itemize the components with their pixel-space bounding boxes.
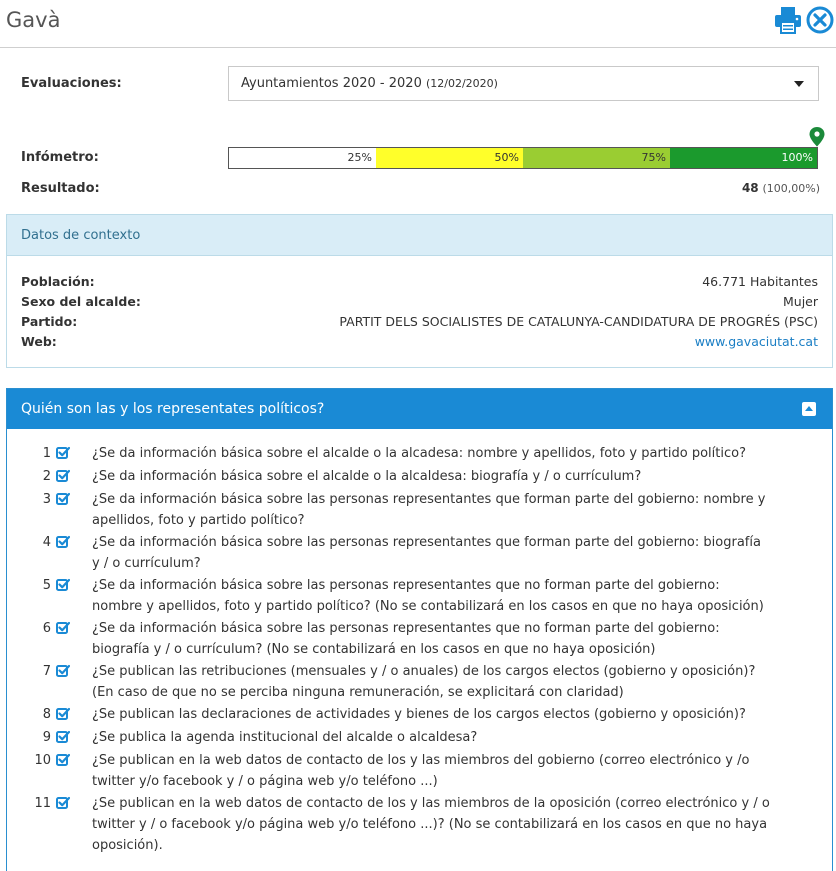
item-text: ¿Se publican en la web datos de contacto de los y las miembros de la oposición (correo electrónico y / o twitter y / o facebook y/o página web y/o teléfono ...)? (No se contabilizará en los casos en que no haya oposición). <box>92 796 770 853</box>
infometro-label: Infómetro: <box>21 150 99 165</box>
item-text: ¿Se da información básica sobre las personas representantes que forman parte del gobierno: nombre y apellidos, foto y partido político? <box>92 492 766 528</box>
map-pin-icon <box>809 127 825 147</box>
infometro-bar <box>228 147 818 169</box>
context-row-poblacion <box>21 274 818 294</box>
infometro-segment-25: 25% <box>229 148 376 168</box>
context-key: Población: <box>21 274 95 289</box>
item-text: ¿Se publican las retribuciones (mensuales y / o anuales) de los cargos electos (gobierno y oposición)? (En caso de que no se perciba ninguna remuneración, se explicitará con claridad) <box>92 664 756 700</box>
web-link[interactable]: www.gavaciutat.cat <box>694 334 818 349</box>
item-number: 9 <box>42 730 51 745</box>
checkbox-checked-icon <box>56 664 70 678</box>
questions-panel-title: Quién son las y los representates políticos? <box>21 401 325 417</box>
resultado-percent: (100,00%) <box>762 182 820 195</box>
checkbox-checked-icon <box>56 535 70 549</box>
context-value: Mujer <box>782 294 818 309</box>
context-key: Sexo del alcalde: <box>21 294 141 309</box>
item-text: ¿Se publican en la web datos de contacto de los y las miembros del gobierno (correo electrónico y /o twitter y/o facebook y / o página web y/o teléfono ...) <box>92 753 750 789</box>
close-circle-icon <box>806 6 834 34</box>
questions-panel-header <box>7 389 832 429</box>
context-row-sexo <box>21 294 818 314</box>
item-number: 8 <box>42 707 51 722</box>
item-text: ¿Se da información básica sobre el alcalde o la alcadesa: nombre y apellidos, foto y partido político? <box>92 446 746 461</box>
print-button[interactable] <box>773 6 803 34</box>
context-key: Partido: <box>21 314 78 329</box>
context-row-web <box>21 334 818 354</box>
item-number: 6 <box>42 621 51 636</box>
resultado-label: Resultado: <box>21 181 100 196</box>
checkbox-checked-icon <box>56 469 70 483</box>
context-key: Web: <box>21 334 57 349</box>
chevron-up-icon[interactable] <box>802 402 816 416</box>
resultado-score: 48 <box>741 181 759 195</box>
chevron-down-icon <box>794 81 804 87</box>
item-text: ¿Se publica la agenda institucional del alcalde o alcaldesa? <box>92 730 478 745</box>
item-text: ¿Se publican las declaraciones de actividades y bienes de los cargos electos (gobierno y oposición)? <box>92 707 746 722</box>
context-panel <box>6 214 833 368</box>
context-value: PARTIT DELS SOCIALISTES DE CATALUNYA-CANDIDATURA DE PROGRÉS (PSC) <box>339 314 818 329</box>
page-title: Gavà <box>6 8 61 32</box>
evaluaciones-select[interactable] <box>228 66 819 101</box>
item-number: 4 <box>42 535 51 550</box>
evaluaciones-label: Evaluaciones: <box>21 76 122 91</box>
context-value: 46.771 Habitantes <box>702 274 818 289</box>
checkbox-checked-icon <box>56 707 70 721</box>
infometro-segment-50: 50% <box>376 148 523 168</box>
printer-icon <box>773 6 803 34</box>
checkbox-checked-icon <box>56 446 70 460</box>
questions-panel <box>6 388 833 871</box>
header-bar <box>0 0 836 48</box>
item-number: 5 <box>42 578 51 593</box>
checkbox-checked-icon <box>56 796 70 810</box>
infometro-segment-75: 75% <box>523 148 670 168</box>
item-text: ¿Se da información básica sobre las personas representantes que no forman parte del gobierno: biografía y / o currículum? (No se contabilizará en los casos en que no haya oposición) <box>92 621 720 657</box>
context-panel-title: Datos de contexto <box>7 215 832 256</box>
checkbox-checked-icon <box>56 492 70 506</box>
checkbox-checked-icon <box>56 753 70 767</box>
item-number: 10 <box>34 753 51 768</box>
item-number: 1 <box>42 446 51 461</box>
infometro-segment-100: 100% <box>670 148 817 168</box>
item-number: 7 <box>42 664 51 679</box>
resultado-value <box>742 181 820 195</box>
item-text: ¿Se da información básica sobre el alcalde o la alcaldesa: biografía y / o currículum? <box>92 469 642 484</box>
checkbox-checked-icon <box>56 621 70 635</box>
item-text: ¿Se da información básica sobre las personas representantes que forman parte del gobierno: biografía y / o currículum? <box>92 535 761 571</box>
checkbox-checked-icon <box>56 578 70 592</box>
item-number: 3 <box>42 492 51 507</box>
item-number: 11 <box>34 796 51 811</box>
evaluaciones-selected: Ayuntamientos 2020 - 2020 (12/02/2020) <box>241 76 498 91</box>
item-text: ¿Se da información básica sobre las personas representantes que no forman parte del gobierno: nombre y apellidos, foto y partido político? (No se contabilizará en los casos en que no haya oposición) <box>92 578 764 614</box>
context-row-partido <box>21 314 818 334</box>
item-number: 2 <box>42 469 51 484</box>
checkbox-checked-icon <box>56 730 70 744</box>
close-button[interactable] <box>806 6 834 34</box>
